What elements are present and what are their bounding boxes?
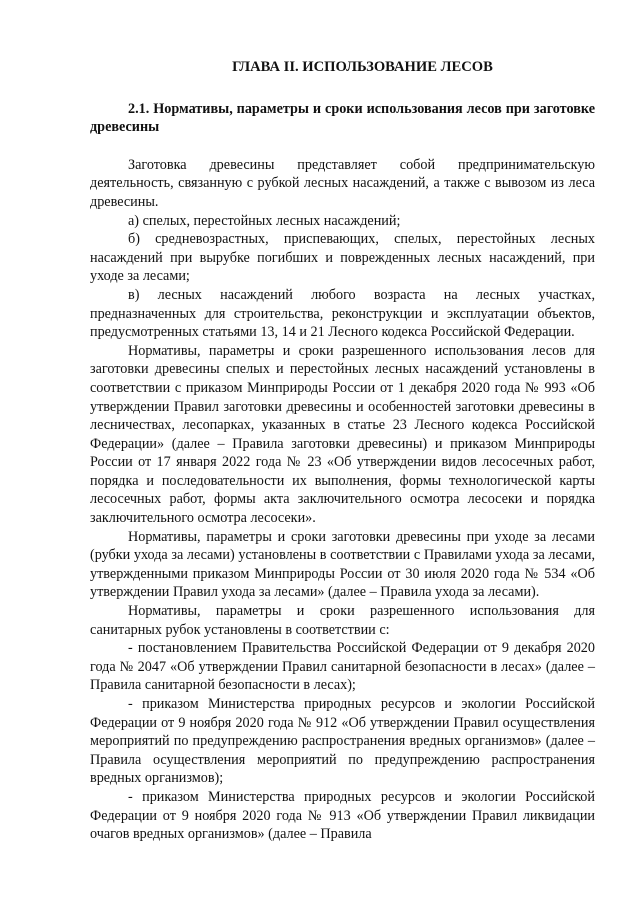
list-item-dash-2: - приказом Министерства природных ресурсов и экологии Российской Федерации от 9 ноября 2020 года № 912 «Об утверждении Правил осуществления мероприятий по предупреждению распространения вредных организмов» (далее – Правила осуществления мероприятий по предупреждению распространения вредных организмов);	[90, 696, 595, 787]
paragraph-norms-mature: Нормативы, параметры и сроки разрешенного использования лесов для заготовки древесины спелых и перестойных лесных насаждений установлены в соответствии с приказом Минприроды России от 1 декабря 2020 года № 993 «Об утверждении Правил заготовки древесины и особенностей заготовки древесины в лесничествах, лесопарках, указанных в статье 23 Лесного кодекса Российской Федерации» (далее – Правила заготовки древесины) и приказом Минприроды России от 17 января 2022 года № 23 «Об утверждении видов лесосечных работ, порядка и последовательности их выполнения, формы технологической карты лесосечных работ, формы акта заключительного осмотра лесосеки и порядка заключительного осмотра лесосеки».	[90, 342, 595, 527]
paragraph-norms-care: Нормативы, параметры и сроки заготовки древесины при уходе за лесами (рубки ухода за лесами) установлены в соответствии с Правилами ухода за лесами, утвержденными приказом Минприроды России от 30 июля 2020 года № 534 «Об утверждении Правил ухода за лесами» (далее – Правила ухода за лесами).	[90, 528, 595, 601]
list-item-dash-3: - приказом Министерства природных ресурсов и экологии Российской Федерации от 9 ноября 2020 года № 913 «Об утверждении Правил ликвидации очагов вредных организмов» (далее – Правила	[90, 788, 595, 843]
document-page	[90, 58, 595, 844]
list-item-dash-1: - постановлением Правительства Российской Федерации от 9 декабря 2020 года № 2047 «Об утверждении Правил санитарной безопасности в лесах» (далее – Правила санитарной безопасности в лесах);	[90, 640, 595, 694]
list-item-b: б) средневозрастных, приспевающих, спелых, перестойных лесных насаждений при вырубке погибших и поврежденных лесных насаждений, при уходе за лесами;	[90, 231, 595, 285]
paragraph-norms-sanitary: Нормативы, параметры и сроки разрешенного использования для санитарных рубок установлены в соответствии с:	[90, 603, 595, 638]
list-item-a: а) спелых, перестойных лесных насаждений;	[128, 212, 401, 229]
section-title: 2.1. Нормативы, параметры и сроки использования лесов при заготовке древесины	[90, 100, 595, 136]
paragraph-intro: Заготовка древесины представляет собой предпринимательскую деятельность, связанную с рубкой лесных насаждений, а также с вывозом из леса древесины.	[90, 156, 595, 210]
list-item-v: в) лесных насаждений любого возраста на лесных участках, предназначенных для строительства, реконструкции и эксплуатации объектов, предусмотренных статьями 13, 14 и 21 Лесного кодекса Российской Федерации.	[90, 286, 595, 341]
chapter-title: ГЛАВА II. ИСПОЛЬЗОВАНИЕ ЛЕСОВ	[232, 59, 493, 75]
